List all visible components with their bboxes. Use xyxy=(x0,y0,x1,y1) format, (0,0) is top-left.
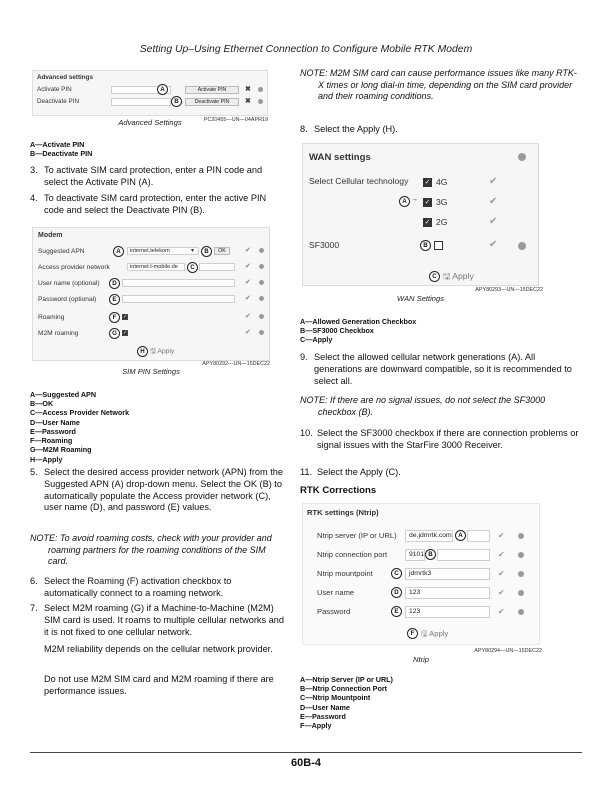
password-label: Password (optional) xyxy=(38,296,97,303)
callout-b: B xyxy=(171,96,182,107)
figure-caption: SIM PIN Settings xyxy=(122,367,180,376)
callout-a: A xyxy=(455,530,466,541)
callout-a: A xyxy=(157,84,168,95)
info-icon[interactable] xyxy=(518,242,526,250)
deactivate-pin-button[interactable]: Deactivate PIN xyxy=(185,98,239,106)
step-4: 4. To deactivate SIM card protection, enter the active PIN code and select the Deactivate PIN (B). xyxy=(30,193,267,215)
page-number: 60B-4 xyxy=(291,757,321,769)
legend-item: D—User Name xyxy=(300,702,350,712)
ntrip-mountpoint-input[interactable]: jdmrtk3 xyxy=(405,568,490,580)
access-provider-label: Access provider network xyxy=(38,264,110,271)
deactivate-pin-label: Deactivate PIN xyxy=(37,98,79,105)
check-icon: ✔ xyxy=(498,607,505,616)
step-6: 6. Select the Roaming (F) activation checkbox to automatically connect to a roaming network. xyxy=(30,576,232,598)
callout-d: D xyxy=(109,278,120,289)
ntrip-port-input-tail[interactable] xyxy=(437,549,490,561)
callout-b: B xyxy=(420,240,431,251)
footer-rule xyxy=(30,752,582,753)
ntrip-figure xyxy=(302,503,540,645)
suggested-apn-label: Suggested APN xyxy=(38,248,85,255)
callout-a: A xyxy=(113,246,124,257)
legend-item: E—Password xyxy=(300,711,346,721)
info-icon[interactable] xyxy=(518,609,524,615)
callout-e: E xyxy=(109,294,120,305)
check-icon: ✔ xyxy=(489,176,498,187)
legend-item: F—Apply xyxy=(300,721,332,731)
apply-label: Apply xyxy=(157,348,175,355)
legend-item: H—Apply xyxy=(30,454,63,464)
figure-caption: Ntrip xyxy=(412,655,430,664)
step-10: 10. Select the SF3000 checkbox if there are connection problems or signal issues with the StarFire 3000 Receiver. xyxy=(300,428,579,450)
ntrip-password-input[interactable]: 123 xyxy=(405,606,490,618)
legend-item: A—Allowed Generation Checkbox xyxy=(300,317,417,326)
legend-item: A—Ntrip Server (IP or URL) xyxy=(300,675,393,684)
check-icon: ✔ xyxy=(498,550,505,559)
wan-title: WAN settings xyxy=(309,152,371,163)
checkbox-3g[interactable]: ✓ xyxy=(424,199,431,206)
info-icon[interactable] xyxy=(518,552,524,558)
check-icon: ✔ xyxy=(245,247,251,254)
ntrip-legend xyxy=(300,675,393,730)
chevron-down-icon[interactable]: ▾ xyxy=(191,248,195,254)
callout-b: B xyxy=(425,549,436,560)
legend-item: C—Access Provider Network xyxy=(30,408,130,418)
info-icon[interactable] xyxy=(259,264,264,269)
roaming-label: Roaming xyxy=(38,314,65,321)
figure-code: APY80294—UN—15DEC22 xyxy=(474,648,542,654)
ntrip-server-label: Ntrip server (IP or URL) xyxy=(317,531,397,540)
legend-item: B—OK xyxy=(30,399,54,409)
figure-code: PC20455—UN—04APR19 xyxy=(203,117,268,123)
callout-a-pointer: → xyxy=(411,196,418,203)
sub-paragraph: M2M reliability depends on the cellular network provider. xyxy=(44,644,273,654)
deactivate-pin-input[interactable] xyxy=(111,98,171,106)
step-8: 8. Select the Apply (H). xyxy=(300,124,398,134)
ok-button[interactable]: OK xyxy=(214,247,230,255)
info-icon[interactable] xyxy=(518,533,524,539)
ntrip-port-input[interactable]: 9101 xyxy=(405,549,425,561)
info-icon[interactable] xyxy=(518,153,526,161)
option-4g-label: 4G xyxy=(436,177,448,187)
legend-item: C—Ntrip Mountpoint xyxy=(300,693,371,703)
check-icon: ✔ xyxy=(245,313,251,320)
check-icon: ✔ xyxy=(245,295,251,302)
user-name-label: User name (optional) xyxy=(38,280,100,287)
note-roaming-costs: NOTE: To avoid roaming costs, check with your provider and roaming partners for the roaming conditions of the SIM card. xyxy=(30,533,272,567)
access-provider-input-tail[interactable] xyxy=(199,263,235,271)
legend-item: B—Deactivate PIN xyxy=(30,149,93,159)
step-11: 11. Select the Apply (C). xyxy=(300,467,401,477)
checkbox-4g[interactable]: ✓ xyxy=(424,179,431,186)
check-icon: ✔ xyxy=(489,239,498,250)
legend-item: F—Roaming xyxy=(30,436,73,446)
roaming-checkbox[interactable]: ✓ xyxy=(123,314,128,320)
suggested-apn-select[interactable]: internet,telekom xyxy=(127,247,199,255)
clear-icon[interactable]: ✖ xyxy=(245,98,251,105)
ntrip-username-input[interactable]: 123 xyxy=(405,587,490,599)
callout-f: F xyxy=(407,628,418,639)
figure-code: APY80292—UN—15DEC22 xyxy=(202,361,270,367)
advanced-settings-title: Advanced settings xyxy=(37,74,93,81)
m2m-roaming-label: M2M roaming xyxy=(38,330,79,337)
legend-item: B—SF3000 Checkbox xyxy=(300,326,374,336)
activate-pin-label: Activate PIN xyxy=(37,86,72,93)
apply-button[interactable]: 🖫 Apply xyxy=(421,629,449,638)
option-3g-label: 3G xyxy=(436,197,448,207)
step-9: 9. Select the allowed cellular network generations (A). All generations are downward compatible, so it is recommended to select all. xyxy=(300,352,572,386)
legend-item: A—Activate PIN xyxy=(30,140,85,149)
user-name-input[interactable] xyxy=(122,279,235,287)
info-icon[interactable] xyxy=(518,571,524,577)
callout-h: H xyxy=(137,346,148,357)
access-provider-input[interactable]: internet.t-mobile.de xyxy=(127,263,185,271)
legend-item: C—Apply xyxy=(300,335,333,345)
check-icon: ✔ xyxy=(245,263,251,270)
apply-button[interactable]: 🖫 Apply xyxy=(443,271,474,281)
ntrip-server-input-tail[interactable] xyxy=(467,530,490,542)
ntrip-server-input[interactable]: de.jdmrtk.com xyxy=(405,530,453,542)
wan-settings-figure xyxy=(302,143,539,286)
callout-c: C xyxy=(187,262,198,273)
note-m2m-performance: NOTE: M2M SIM card can cause performance issues like many RTK-X times or long dial-in time, depending on the SIM card provider and their roaming conditions. xyxy=(300,68,577,102)
figure-caption: WAN Settings xyxy=(396,294,445,303)
modem-figure xyxy=(32,227,270,361)
modem-legend xyxy=(30,390,129,464)
step-5: 5. Select the desired access provider network (APN) from the Suggested APN (A) drop-down menu. Select the OK (B) to automatically populate the Access provider network (C), user name (D), and password (E) values. xyxy=(30,467,283,513)
option-2g-label: 2G xyxy=(436,217,448,227)
check-icon: ✔ xyxy=(245,279,251,286)
ntrip-password-label: Password xyxy=(317,607,351,616)
checkbox-2g[interactable]: ✓ xyxy=(424,219,431,226)
advanced-settings-figure xyxy=(32,70,268,116)
figure-code: APY80293—UN—15DEC22 xyxy=(475,287,543,293)
info-icon[interactable] xyxy=(259,296,264,301)
check-icon: ✔ xyxy=(498,531,505,540)
info-icon[interactable] xyxy=(258,99,263,104)
callout-g: G xyxy=(109,328,120,339)
ntrip-username-label: User name xyxy=(317,588,355,597)
legend-item: E—Password xyxy=(30,426,76,436)
info-icon[interactable] xyxy=(259,248,264,253)
check-icon: ✔ xyxy=(498,588,505,597)
info-icon[interactable] xyxy=(259,314,264,319)
advanced-legend xyxy=(30,140,92,158)
activate-pin-button[interactable]: Activate PIN xyxy=(185,86,239,94)
apply-button[interactable]: 🖫 Apply xyxy=(150,348,175,355)
modem-title: Modem xyxy=(38,232,63,239)
apply-label: Apply xyxy=(452,271,474,281)
cellular-tech-label: Select Cellular technology xyxy=(309,176,409,186)
check-icon: ✔ xyxy=(489,196,498,207)
ntrip-port-label: Ntrip connection port xyxy=(317,550,388,559)
callout-c: C xyxy=(391,568,402,579)
legend-item: G—M2M Roaming xyxy=(30,445,92,455)
check-icon: ✔ xyxy=(498,569,505,578)
legend-item: D—User Name xyxy=(30,417,80,427)
rtk-corrections-heading: RTK Corrections xyxy=(300,485,377,496)
info-icon[interactable] xyxy=(259,280,264,285)
callout-c: C xyxy=(429,271,440,282)
step-3: 3. To activate SIM card protection, enter a PIN code and select the Activate PIN (A). xyxy=(30,165,263,187)
sub-paragraph: Do not use M2M SIM card and M2M roaming if there are performance issues. xyxy=(44,674,274,696)
check-icon: ✔ xyxy=(489,216,498,227)
m2m-roaming-checkbox[interactable]: ✓ xyxy=(123,330,128,336)
page-header: Setting Up–Using Ethernet Connection to Configure Mobile RTK Modem xyxy=(139,44,473,55)
clear-icon[interactable]: ✖ xyxy=(245,86,251,93)
info-icon[interactable] xyxy=(259,330,264,335)
apply-label: Apply xyxy=(429,629,449,638)
legend-item: A—Suggested APN xyxy=(30,390,97,399)
password-input[interactable] xyxy=(122,295,235,303)
figure-caption: Advanced Settings xyxy=(118,118,182,127)
ntrip-mountpoint-label: Ntrip mountpoint xyxy=(317,569,373,578)
info-icon[interactable] xyxy=(258,87,263,92)
sf3000-label: SF3000 xyxy=(309,240,340,250)
callout-a: A xyxy=(399,196,410,207)
info-icon[interactable] xyxy=(518,590,524,596)
check-icon: ✔ xyxy=(245,329,251,336)
wan-legend xyxy=(300,317,416,345)
callout-d: D xyxy=(391,587,402,598)
callout-f: F xyxy=(109,312,120,323)
note-sf3000: NOTE: If there are no signal issues, do not select the SF3000 checkbox (B). xyxy=(300,395,546,417)
callout-b: B xyxy=(201,246,212,257)
legend-item: B—Ntrip Connection Port xyxy=(300,684,388,694)
sf3000-checkbox[interactable] xyxy=(434,241,443,250)
ntrip-title: RTK settings (Ntrip) xyxy=(307,508,379,517)
callout-e: E xyxy=(391,606,402,617)
step-7: 7. Select M2M roaming (G) if a Machine-to-Machine (M2M) SIM card is used. It roams to multiple cellular networks and it is not fixed to one cellular network. xyxy=(30,603,284,637)
